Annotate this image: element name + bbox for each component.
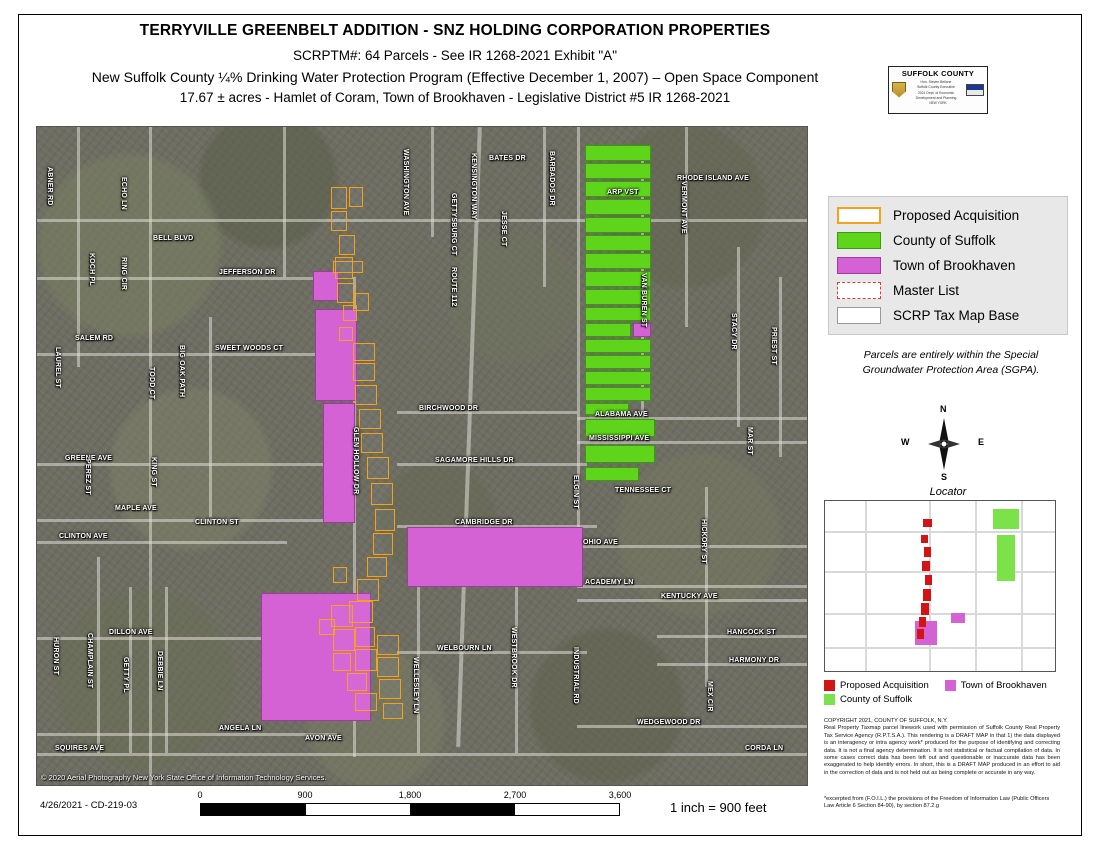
seal-executive-title: Suffolk County Executive bbox=[917, 85, 955, 90]
parcel-proposed-acquisition[interactable] bbox=[375, 509, 395, 531]
compass-needle-icon bbox=[926, 416, 962, 472]
parcel-proposed-acquisition[interactable] bbox=[353, 343, 375, 361]
street-label: PEREZ ST bbox=[84, 459, 91, 495]
locator-town-area bbox=[951, 613, 965, 623]
street-label: VERMONT AVE bbox=[680, 181, 687, 234]
parcel-proposed-acquisition[interactable] bbox=[339, 235, 355, 255]
street-label: GETTY PL bbox=[122, 657, 129, 693]
parcel-county[interactable] bbox=[585, 323, 631, 337]
parcel-proposed-acquisition[interactable] bbox=[371, 483, 393, 505]
parcel-town[interactable] bbox=[323, 403, 355, 523]
street-label: MEX CIR bbox=[706, 681, 713, 712]
legend-swatch-town-of-brookhaven bbox=[837, 257, 881, 274]
locator-acquisition-dot bbox=[923, 589, 931, 601]
road-vertical bbox=[431, 127, 434, 237]
street-label: ELGIN ST bbox=[572, 475, 579, 509]
road-horizontal bbox=[37, 353, 337, 356]
road-horizontal bbox=[37, 277, 337, 280]
title-subline-1: SCRPTM#: 64 Parcels - See IR 1268-2021 Exhibit "A" bbox=[293, 48, 617, 63]
legend-label: SCRP Tax Map Base bbox=[893, 308, 1020, 323]
inch-scale-label: 1 inch = 900 feet bbox=[670, 800, 767, 815]
road-horizontal bbox=[37, 733, 337, 736]
parcel-proposed-acquisition[interactable] bbox=[367, 457, 389, 479]
compass-west-label: W bbox=[901, 437, 910, 447]
parcel-proposed-acquisition[interactable] bbox=[355, 627, 375, 647]
street-label: ANGELA LN bbox=[219, 725, 262, 732]
legend-item-town-of-brookhaven bbox=[837, 253, 1059, 278]
road-horizontal bbox=[37, 541, 287, 544]
locator-acquisition-dot bbox=[924, 547, 931, 557]
street-label: CLINTON ST bbox=[195, 519, 239, 526]
seal-dept-line-2: Development and Planning bbox=[915, 95, 957, 100]
street-label: TENNESSEE CT bbox=[615, 487, 672, 494]
street-label: KOCH PL bbox=[88, 253, 95, 286]
legend-label: Town of Brookhaven bbox=[893, 258, 1016, 273]
parcel-proposed-acquisition[interactable] bbox=[367, 557, 387, 577]
street-label: ALABAMA AVE bbox=[595, 411, 648, 418]
parcel-town[interactable] bbox=[407, 527, 583, 587]
road-vertical bbox=[129, 587, 132, 753]
street-label: WELBOURN LN bbox=[437, 645, 492, 652]
road-vertical bbox=[77, 127, 80, 367]
new-york-flag-icon bbox=[966, 84, 984, 96]
compass-east-label: E bbox=[978, 437, 985, 447]
scale-segment bbox=[306, 804, 411, 815]
scale-tick: 900 bbox=[297, 790, 313, 800]
scale-segment bbox=[411, 804, 516, 815]
road-vertical bbox=[543, 127, 546, 287]
street-label: CORDA LN bbox=[745, 745, 784, 752]
street-label: CAMBRIDGE DR bbox=[455, 519, 513, 526]
road-horizontal bbox=[397, 651, 587, 654]
parcel-proposed-acquisition[interactable] bbox=[355, 385, 377, 405]
map-credit: © 2020 Aerial Photography New York State Office of Information Technology Services. bbox=[41, 773, 327, 782]
suffolk-county-seal bbox=[888, 66, 988, 114]
aerial-map[interactable] bbox=[36, 126, 808, 786]
parcel-proposed-acquisition[interactable] bbox=[373, 533, 393, 555]
street-label: SWEET WOODS CT bbox=[215, 345, 284, 352]
street-label: BATES DR bbox=[489, 155, 526, 162]
parcel-county[interactable] bbox=[585, 217, 651, 233]
legend bbox=[828, 196, 1068, 335]
legend-item-scrp-tax-map-base bbox=[837, 303, 1059, 328]
foil-note: *excerpted from (F.O.I.L.) the provisions of the Freedom of Information Law (Public Officers Law Article 6 Section 84-90), by section 87.2.g bbox=[824, 796, 1050, 810]
street-label: RHODE ISLAND AVE bbox=[677, 175, 750, 182]
parcel-county[interactable] bbox=[585, 371, 651, 385]
street-label: HANCOCK ST bbox=[727, 629, 776, 636]
compass-rose bbox=[898, 404, 990, 484]
page-title: TERRYVILLE GREENBELT ADDITION - SNZ HOLDING CORPORATION PROPERTIES bbox=[139, 22, 771, 39]
road-vertical bbox=[737, 247, 740, 427]
scale-tick: 2,700 bbox=[503, 790, 527, 800]
street-label: KENSINGTON WAY bbox=[470, 153, 477, 220]
legend-item-master-list bbox=[837, 278, 1059, 303]
parcel-proposed-acquisition[interactable] bbox=[339, 327, 353, 341]
parcel-proposed-acquisition[interactable] bbox=[359, 409, 381, 429]
street-label: SQUIRES AVE bbox=[55, 745, 105, 752]
road-horizontal bbox=[37, 753, 807, 756]
locator-legend-row bbox=[824, 694, 1060, 705]
legend-swatch-scrp-tax-map-base bbox=[837, 307, 881, 324]
title-subline-3: 17.67 ± acres - Hamlet of Coram, Town of Brookhaven - Legislative District #5 IR 1268-2021 bbox=[179, 90, 731, 105]
parcel-county[interactable] bbox=[585, 145, 651, 161]
street-label: GETTYSBURG CT bbox=[450, 193, 457, 256]
street-label: AVON AVE bbox=[305, 735, 342, 742]
street-label: BARBADOS DR bbox=[548, 151, 555, 206]
street-label: ABNER RD bbox=[46, 167, 53, 206]
parcel-town[interactable] bbox=[315, 309, 357, 401]
street-label: ARP VST bbox=[607, 189, 639, 196]
road-vertical bbox=[97, 557, 100, 753]
road-vertical bbox=[283, 127, 286, 277]
street-label: DEBBIE LN bbox=[156, 651, 163, 691]
parcel-proposed-acquisition[interactable] bbox=[349, 187, 363, 207]
locator-acquisition-dot bbox=[921, 535, 928, 543]
locator-county-area bbox=[993, 509, 1019, 529]
street-label: HARMONY DR bbox=[729, 657, 780, 664]
street-label: VAN BUREN ST bbox=[640, 273, 647, 328]
copyright-body: Real Property Taxmap parcel linework used with permission of Suffolk County Real Property Tax Service Agency (R.P.T.S.A.). This rendering is a DRAFT MAP in that 1) the data displayed is an interagency or intra agency work* produced for the purpose of identifying and correcting data. It is not a final agency determination. It is not statistical or factual compilation of data. In some cases correct data has been left out and questionable or inaccurate data has been exaggerated to help identify errors. In short, this is a DRAFT MAP produced in an effort to aid in the correction of data and is not held out as being complete or accurate in any way. bbox=[824, 725, 1060, 776]
parcel-proposed-acquisition[interactable] bbox=[377, 635, 399, 655]
shield-icon bbox=[892, 82, 906, 98]
street-label: MISSISSIPPI AVE bbox=[589, 435, 650, 442]
parcel-proposed-acquisition[interactable] bbox=[319, 619, 335, 635]
street-label: WELLESLEY LN bbox=[412, 657, 419, 714]
street-label: LAUREL ST bbox=[54, 347, 61, 388]
locator-acquisition-dot bbox=[919, 617, 926, 627]
scale-tick: 1,800 bbox=[398, 790, 422, 800]
locator-acquisition-dot bbox=[917, 629, 924, 639]
parcel-proposed-acquisition[interactable] bbox=[355, 649, 377, 671]
parcel-proposed-acquisition[interactable] bbox=[353, 363, 375, 381]
legend-swatch-county-of-suffolk bbox=[837, 232, 881, 249]
legend-item-county-of-suffolk bbox=[837, 228, 1059, 253]
parcel-proposed-acquisition[interactable] bbox=[333, 261, 363, 273]
scale-segment bbox=[201, 804, 306, 815]
street-label: WESTBROOK DR bbox=[510, 627, 517, 688]
street-label: HICKORY ST bbox=[700, 519, 707, 564]
road-horizontal bbox=[37, 463, 337, 466]
street-label: WASHINGTON AVE bbox=[402, 149, 409, 216]
copyright-block bbox=[824, 718, 1060, 777]
street-label: JESSE CT bbox=[500, 211, 507, 247]
parcel-proposed-acquisition[interactable] bbox=[361, 433, 383, 453]
street-label: ACADEMY LN bbox=[585, 579, 634, 586]
street-label: BELL BLVD bbox=[153, 235, 194, 242]
parcel-proposed-acquisition[interactable] bbox=[333, 567, 347, 583]
copyright-heading: COPYRIGHT 2021, COUNTY OF SUFFOLK, N.Y. bbox=[824, 718, 948, 724]
seal-executive-name: Hon. Steven Bellone bbox=[920, 80, 952, 84]
locator-legend-row bbox=[824, 680, 1060, 691]
locator-legend-label: Proposed Acquisition bbox=[840, 680, 929, 691]
legend-label: Master List bbox=[893, 283, 960, 298]
street-label: KING ST bbox=[150, 457, 157, 487]
road-horizontal bbox=[37, 519, 337, 522]
locator-swatch-county-of-suffolk bbox=[824, 694, 835, 705]
sgpa-note: Parcels are entirely within the Special Groundwater Protection Area (SGPA). bbox=[862, 349, 1040, 377]
locator-acquisition-dot bbox=[923, 519, 932, 527]
compass-north-label: N bbox=[940, 404, 947, 414]
parcel-proposed-acquisition[interactable] bbox=[377, 657, 399, 677]
locator-county-area bbox=[997, 535, 1015, 581]
road-vertical bbox=[705, 487, 708, 687]
scale-bar bbox=[197, 790, 632, 816]
street-label: GLEN HOLLOW DR bbox=[352, 427, 359, 495]
road-vertical bbox=[779, 277, 782, 457]
parcel-proposed-acquisition[interactable] bbox=[383, 703, 403, 719]
street-label: SAGAMORE HILLS DR bbox=[435, 457, 514, 464]
scale-tick: 3,600 bbox=[608, 790, 632, 800]
parcel-proposed-acquisition[interactable] bbox=[357, 579, 379, 601]
parcel-proposed-acquisition[interactable] bbox=[355, 693, 377, 711]
street-label: SALEM RD bbox=[75, 335, 114, 342]
legend-swatch-master-list bbox=[837, 282, 881, 299]
parcel-county[interactable] bbox=[585, 199, 651, 215]
aerial-imagery bbox=[37, 127, 807, 785]
parcel-county[interactable] bbox=[585, 445, 655, 463]
seal-dept-line-1: 2021 Dept. of Economic bbox=[917, 90, 955, 95]
locator-map[interactable] bbox=[824, 500, 1056, 672]
locator-road bbox=[1021, 501, 1023, 672]
street-label: BIG OAK PATH bbox=[178, 345, 185, 398]
street-label: BIRCHWOOD DR bbox=[419, 405, 479, 412]
parcel-proposed-acquisition[interactable] bbox=[333, 629, 355, 651]
street-label: RING CIR bbox=[120, 257, 127, 291]
locator-swatch-town-of-brookhaven bbox=[945, 680, 956, 691]
locator-acquisition-dot bbox=[921, 603, 929, 615]
street-label: CHAMPLAIN ST bbox=[86, 633, 93, 689]
compass-south-label: S bbox=[941, 472, 948, 482]
scale-bar-graphic bbox=[200, 803, 620, 816]
legend-item-proposed-acquisition bbox=[837, 203, 1059, 228]
locator-road bbox=[975, 501, 977, 672]
street-label: JEFFERSON DR bbox=[219, 269, 276, 276]
road-vertical bbox=[209, 317, 212, 517]
title-block bbox=[30, 22, 880, 105]
street-label: ROUTE 112 bbox=[450, 267, 457, 307]
street-label: DILLON AVE bbox=[109, 629, 153, 636]
parcel-county[interactable] bbox=[585, 355, 651, 369]
locator-acquisition-dot bbox=[925, 575, 932, 585]
locator-legend-label: County of Suffolk bbox=[840, 694, 913, 705]
street-label: PRIEST ST bbox=[770, 327, 777, 365]
street-label: KENTUCKY AVE bbox=[661, 593, 718, 600]
title-subline-2: New Suffolk County ¼% Drinking Water Protection Program (Effective December 1, 2007) – Open Space Component bbox=[91, 69, 819, 85]
seal-title: SUFFOLK COUNTY bbox=[901, 69, 975, 78]
street-label: CLINTON AVE bbox=[59, 533, 108, 540]
date-code: 4/26/2021 - CD-219-03 bbox=[40, 800, 138, 811]
locator-legend bbox=[824, 680, 1060, 708]
street-label: WEDGEWOOD DR bbox=[637, 719, 701, 726]
parcel-county[interactable] bbox=[585, 163, 651, 179]
locator-legend-label: Town of Brookhaven bbox=[960, 680, 1047, 691]
street-label: INDUSTRIAL RD bbox=[572, 647, 579, 704]
seal-graphics-row bbox=[889, 79, 987, 100]
locator-road bbox=[865, 501, 867, 672]
parcel-proposed-acquisition[interactable] bbox=[331, 211, 347, 231]
legend-swatch-proposed-acquisition bbox=[837, 207, 881, 224]
locator-title: Locator bbox=[929, 486, 967, 498]
parcel-county[interactable] bbox=[585, 467, 639, 481]
street-label: ECHO LN bbox=[120, 177, 127, 210]
street-label: MAR ST bbox=[746, 427, 753, 456]
scale-bar-ticks bbox=[197, 790, 632, 802]
parcel-proposed-acquisition[interactable] bbox=[343, 305, 357, 321]
scale-segment bbox=[515, 804, 619, 815]
seal-flag-label: NEW YORK bbox=[929, 101, 947, 105]
locator-swatch-proposed-acquisition bbox=[824, 680, 835, 691]
parcel-county[interactable] bbox=[585, 339, 651, 353]
parcel-county[interactable] bbox=[585, 387, 651, 401]
parcel-proposed-acquisition[interactable] bbox=[379, 679, 401, 699]
street-label: OHIO AVE bbox=[583, 539, 619, 546]
parcel-county[interactable] bbox=[585, 253, 651, 269]
legend-label: County of Suffolk bbox=[893, 233, 996, 248]
street-label: HURON ST bbox=[52, 637, 59, 676]
road-horizontal bbox=[37, 219, 807, 222]
scale-tick: 0 bbox=[197, 790, 203, 800]
scale-units-label: Feet bbox=[428, 806, 447, 816]
parcel-proposed-acquisition[interactable] bbox=[331, 187, 347, 209]
parcel-county[interactable] bbox=[585, 235, 651, 251]
locator-acquisition-dot bbox=[922, 561, 930, 571]
parcel-proposed-acquisition[interactable] bbox=[347, 673, 367, 691]
street-label: MAPLE AVE bbox=[115, 505, 157, 512]
legend-label: Proposed Acquisition bbox=[893, 208, 1020, 223]
parcel-proposed-acquisition[interactable] bbox=[333, 653, 351, 671]
street-label: TODD CT bbox=[148, 367, 155, 400]
street-label: STACY DR bbox=[730, 313, 737, 350]
road-vertical bbox=[165, 587, 168, 753]
street-label: GREENE AVE bbox=[65, 455, 113, 462]
